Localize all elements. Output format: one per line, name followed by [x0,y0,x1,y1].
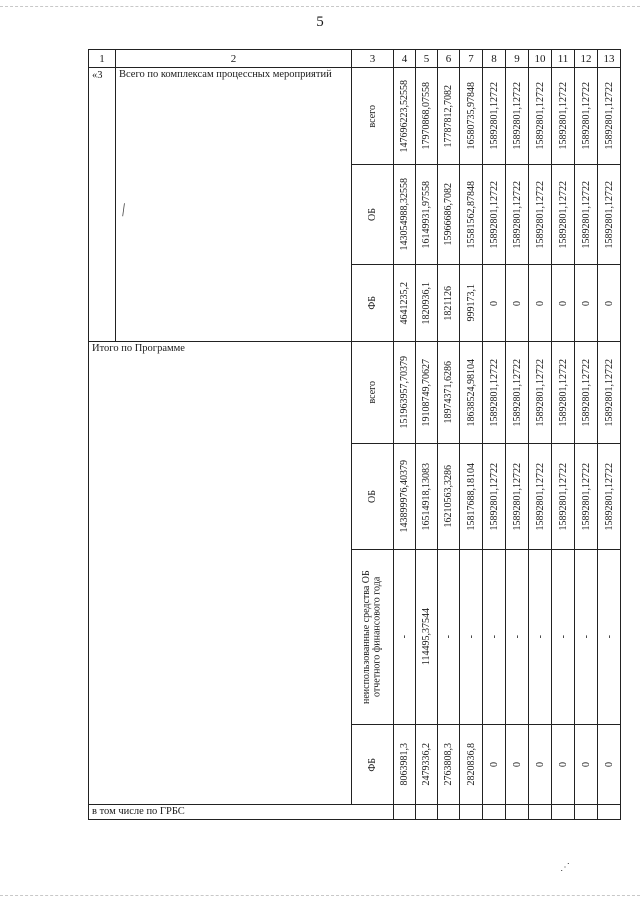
table-cell: 2479336,2 [421,743,432,786]
table-cell: - [557,635,569,639]
table-cell: 18974371,6286 [443,361,454,424]
header-row [89,50,621,68]
table-row [89,805,621,820]
subcol-label-text: неиспользованные средства ОБ отчетного финансового года [361,570,383,704]
table-cell [575,805,598,820]
table-cell: - [443,635,454,639]
table-cell: 15892801,12722 [557,82,569,150]
table-cell: 143899976,40379 [399,460,410,533]
scan-edge-line [0,6,640,7]
table-cell: 15892801,12722 [534,358,546,427]
table-cell [483,805,506,820]
table-cell: 114495,37544 [421,608,432,666]
table-cell: 15581562,87848 [465,180,477,249]
table-cell: 15892801,12722 [580,82,592,150]
subcol-label [352,444,394,550]
table-cell: 16514918,13083 [421,462,432,531]
col-number: 8 [483,50,506,68]
table-cell: 15817688,18104 [465,462,477,531]
table-cell: 0 [580,300,592,306]
table-cell: 15892801,12722 [557,180,569,249]
col-number: 11 [552,50,575,68]
table-cell: 0 [488,300,500,306]
table-cell: 15892801,12722 [557,462,569,531]
table-cell: 17970868,07558 [421,82,432,150]
table-cell: - [534,635,546,639]
col-number: 5 [416,50,438,68]
table-cell [438,805,460,820]
table-cell: 19108749,70627 [421,358,432,427]
subcol-label [352,725,394,805]
col-number: 4 [394,50,416,68]
table-cell: 2763808,3 [443,743,454,786]
table-cell: - [511,635,523,639]
row-title: в том числе по ГРБС [89,805,394,820]
table-cell: 1821126 [443,285,454,321]
table-cell: 2820836,8 [465,743,477,786]
subcol-label-text: всего [367,104,378,128]
table-cell: 15892801,12722 [603,82,615,150]
table-cell [394,805,416,820]
scan-mark: ╲ [117,204,129,217]
table-cell: 147696223,52558 [399,79,410,153]
table-cell: 0 [557,300,569,306]
table-cell [506,805,529,820]
col-number: 9 [506,50,529,68]
page-number: 5 [316,14,324,30]
table-cell: 15892801,12722 [488,82,500,150]
table-cell: - [399,635,410,639]
table-cell [416,805,438,820]
table-cell: 0 [511,762,523,767]
row-code: «3 [89,68,116,342]
row-title: Всего по комплексам процессных мероприятий [116,68,352,342]
subcol-label [352,68,394,165]
subcol-label [352,265,394,342]
table-cell: 15892801,12722 [534,82,546,150]
table-cell: 0 [603,762,615,767]
table-cell: 0 [488,762,500,767]
table-row [89,68,621,165]
table-cell: 999173,1 [465,284,477,322]
table-cell: - [603,635,615,639]
table-cell: 15892801,12722 [580,358,592,427]
subcol-label-text: ФБ [367,757,378,772]
table-cell: 15892801,12722 [580,180,592,249]
col-number: 13 [598,50,621,68]
row-title: Итого по Программе [89,342,352,805]
table-cell: 16149931,97558 [421,180,432,249]
table-cell: 15892801,12722 [511,82,523,150]
table-cell: - [488,635,500,639]
table-cell: 0 [511,300,523,306]
table-cell [460,805,483,820]
table-cell: 16210563,3286 [443,465,454,528]
subcol-label-text: ОБ [367,208,378,221]
table-cell: 17787812,7082 [443,84,454,148]
table-cell: 15892801,12722 [580,462,592,531]
table-cell: 18638524,98104 [465,358,477,427]
table-cell: 0 [534,300,546,306]
table-cell: 15892801,12722 [557,358,569,427]
table-cell: 15892801,12722 [488,462,500,531]
table-cell: 1820936,1 [421,281,432,325]
table-cell: 15892801,12722 [534,180,546,249]
table-cell: 8063981,3 [399,743,410,786]
subcol-label-text: ФБ [367,296,378,310]
col-number: 12 [575,50,598,68]
table-cell: - [465,635,477,639]
table-cell: - [580,635,592,639]
table-cell: 15892801,12722 [511,180,523,249]
table-cell: 0 [534,762,546,767]
table-cell: 0 [603,300,615,306]
table-cell: 16580735,97848 [465,82,477,150]
table-cell [552,805,575,820]
subcol-label [352,550,394,725]
table-cell: 143054988,32558 [399,178,410,251]
scan-edge-line [0,895,640,896]
table-row [89,342,621,444]
table-cell [598,805,621,820]
col-number: 7 [460,50,483,68]
table-cell: 15892801,12722 [534,462,546,531]
table-cell: 15892801,12722 [603,462,615,531]
subcol-label-text: ОБ [367,490,378,503]
col-number: 3 [352,50,394,68]
table-cell [529,805,552,820]
col-number: 6 [438,50,460,68]
table-cell: 4641235,2 [399,281,410,325]
col-number: 2 [116,50,352,68]
table-cell: 15892801,12722 [488,180,500,249]
program-finance-table [88,49,621,820]
table-cell: 15892801,12722 [488,358,500,427]
table-cell: 0 [580,762,592,767]
table-cell: 15892801,12722 [603,180,615,249]
subcol-label-text: всего [367,381,378,404]
table-cell: 15892801,12722 [511,358,523,427]
table-cell: 151963957,70379 [399,356,410,429]
col-number: 1 [89,50,116,68]
table-cell: 15966686,7082 [443,183,454,246]
subcol-label [352,342,394,444]
table-cell: 0 [557,762,569,767]
table-cell: 15892801,12722 [511,462,523,531]
subcol-label [352,165,394,265]
table-cell: 15892801,12722 [603,358,615,427]
col-number: 10 [529,50,552,68]
scan-mark: ⋰ [560,862,570,873]
